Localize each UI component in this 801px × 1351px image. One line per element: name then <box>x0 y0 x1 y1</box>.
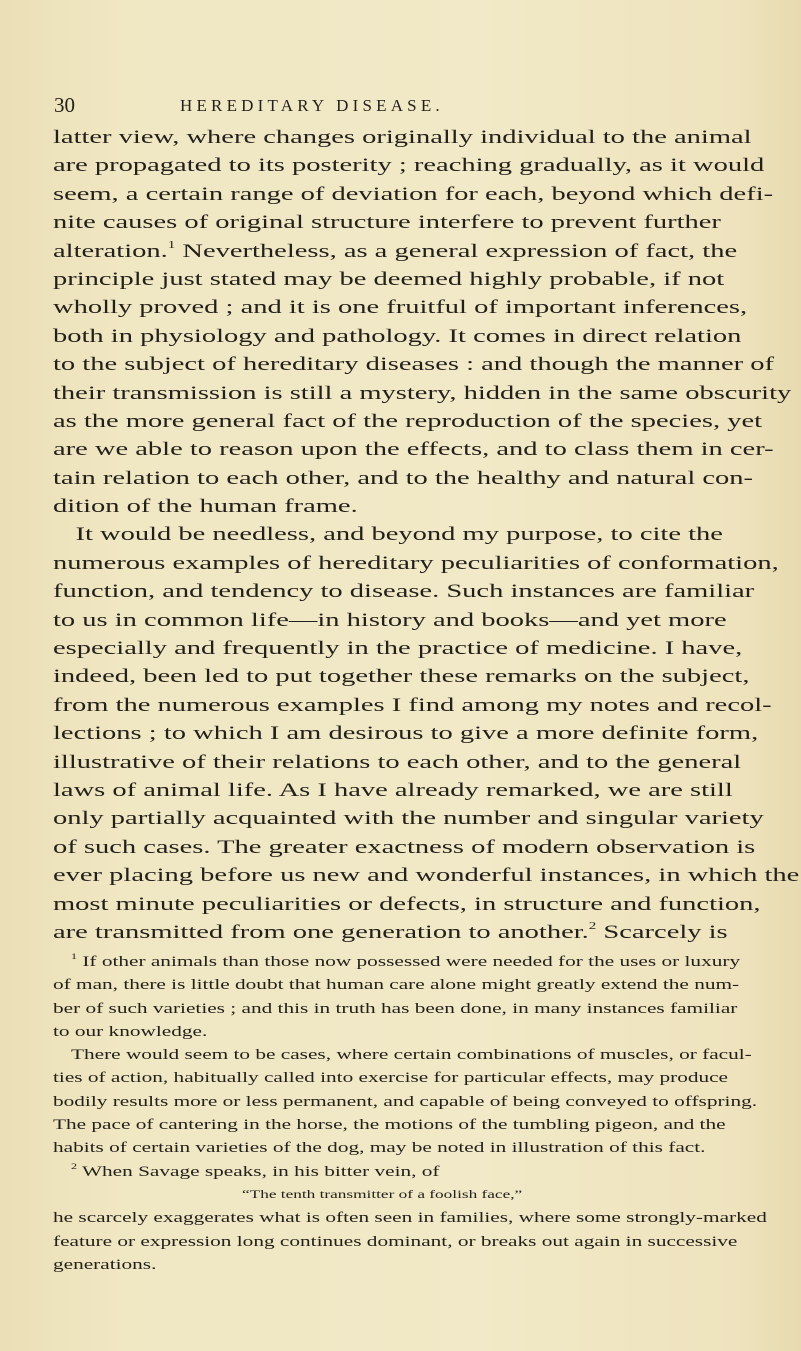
footnote-ref-1[interactable]: 1 <box>167 239 176 251</box>
text-line: are we able to reason upon the effects, and to class them in cer- <box>53 439 774 461</box>
footnote-2-line: generations. <box>53 1256 157 1273</box>
footnote-1-line: of man, there is little doubt that human care alone might greatly extend the num- <box>53 977 740 994</box>
running-title: HEREDITARY DISEASE. <box>180 96 444 115</box>
text-line: especially and frequently in the practice of medicine. I have, <box>53 638 743 660</box>
text-line: wholly proved ; and it is one fruitful of important inferences, <box>53 297 748 319</box>
text-line <box>53 238 738 266</box>
body-text <box>53 124 800 947</box>
text-fragment: Nevertheless, as a general expression of fact, the <box>182 240 738 262</box>
footnote-2-line: feature or expression long continues dominant, or breaks out again in successive <box>53 1233 738 1250</box>
text-line: to the subject of hereditary diseases : and though the manner of <box>53 354 775 376</box>
running-head <box>53 93 753 119</box>
text-fragment: Scarcely is <box>603 921 728 943</box>
text-fragment: alteration. <box>53 240 168 262</box>
footnote-1-line: ties of action, habitually called into exercise for particular effects, may produce <box>53 1070 729 1087</box>
text-line <box>53 919 728 947</box>
footnote-marker-1: 1 <box>71 952 77 961</box>
footnote-1-line: to our knowledge. <box>53 1023 208 1040</box>
text-line: illustrative of their relations to each other, and to the general <box>53 751 742 773</box>
text-line: their transmission is still a mystery, hidden in the same obscurity <box>53 382 792 404</box>
text-line: laws of animal life. As I have already remarked, we are still <box>53 779 733 801</box>
text-line: most minute peculiarities or defects, in structure and function, <box>53 893 761 915</box>
footnote-2-line <box>53 1161 686 1184</box>
text-line: to us in common life—in history and books—and yet more <box>53 609 727 631</box>
footnote-1-line: The pace of cantering in the horse, the motions of the tumbling pigeon, and the <box>53 1117 726 1134</box>
text-line: indeed, been led to put together these remarks on the subject, <box>53 666 750 688</box>
text-line: tain relation to each other, and to the healthy and natural con- <box>53 467 754 489</box>
text-fragment: are transmitted from one generation to another. <box>53 921 589 943</box>
footnote-marker-2: 2 <box>71 1161 77 1171</box>
text-line: from the numerous examples I find among my notes and recol- <box>53 694 772 716</box>
footnote-2-line: he scarcely exaggerates what is often seen in families, where some strongly-marked <box>53 1210 767 1227</box>
text-line: dition of the human frame. <box>53 496 358 518</box>
text-line: as the more general fact of the reproduction of the species, yet <box>53 410 763 432</box>
paragraph-start-line: It would be needless, and beyond my purpose, to cite the <box>75 524 723 546</box>
footnote-1-line: ber of such varieties ; and this in truth has been done, in many instances familiar <box>53 1000 738 1017</box>
text-line: are propagated to its posterity ; reaching gradually, as it would <box>53 155 765 177</box>
text-line: nite causes of original structure interfere to prevent further <box>53 212 721 234</box>
page-number: 30 <box>54 93 75 117</box>
text-line: numerous examples of hereditary peculiarities of conformation, <box>53 552 779 574</box>
text-line: principle just stated may be deemed highly probable, if not <box>53 268 725 290</box>
footnote-ref-2[interactable]: 2 <box>588 920 597 932</box>
footnote-1-line: habits of certain varieties of the dog, may be noted in illustration of this fact. <box>53 1140 706 1157</box>
text-line: ever placing before us new and wonderful instances, in which the <box>53 865 800 887</box>
text-fragment: If other animals than those now possessed were needed for the uses or luxury <box>82 954 741 970</box>
text-line: seem, a certain range of deviation for each, beyond which defi- <box>53 183 774 205</box>
text-line: of such cases. The greater exactness of modern observation is <box>53 836 756 858</box>
text-line: both in physiology and pathology. It comes in direct relation <box>53 325 742 347</box>
text-line: only partially acquainted with the number and singular variety <box>53 808 764 830</box>
text-fragment: When Savage speaks, in his bitter vein, of <box>81 1163 440 1180</box>
footnotes <box>53 951 767 1277</box>
text-line: function, and tendency to disease. Such instances are familiar <box>53 581 755 603</box>
footnote-1-line <box>53 951 741 974</box>
footnote-1-line: bodily results more or less permanent, and capable of being conveyed to offspring. <box>53 1093 758 1110</box>
footnote-2-quote: “The tenth transmitter of a foolish face,” <box>242 1188 523 1201</box>
text-line: latter view, where changes originally individual to the animal <box>53 127 752 148</box>
text-line: lections ; to which I am desirous to give a more definite form, <box>53 723 759 745</box>
footnote-1-line: There would seem to be cases, where certain combinations of muscles, or facul- <box>71 1047 752 1064</box>
